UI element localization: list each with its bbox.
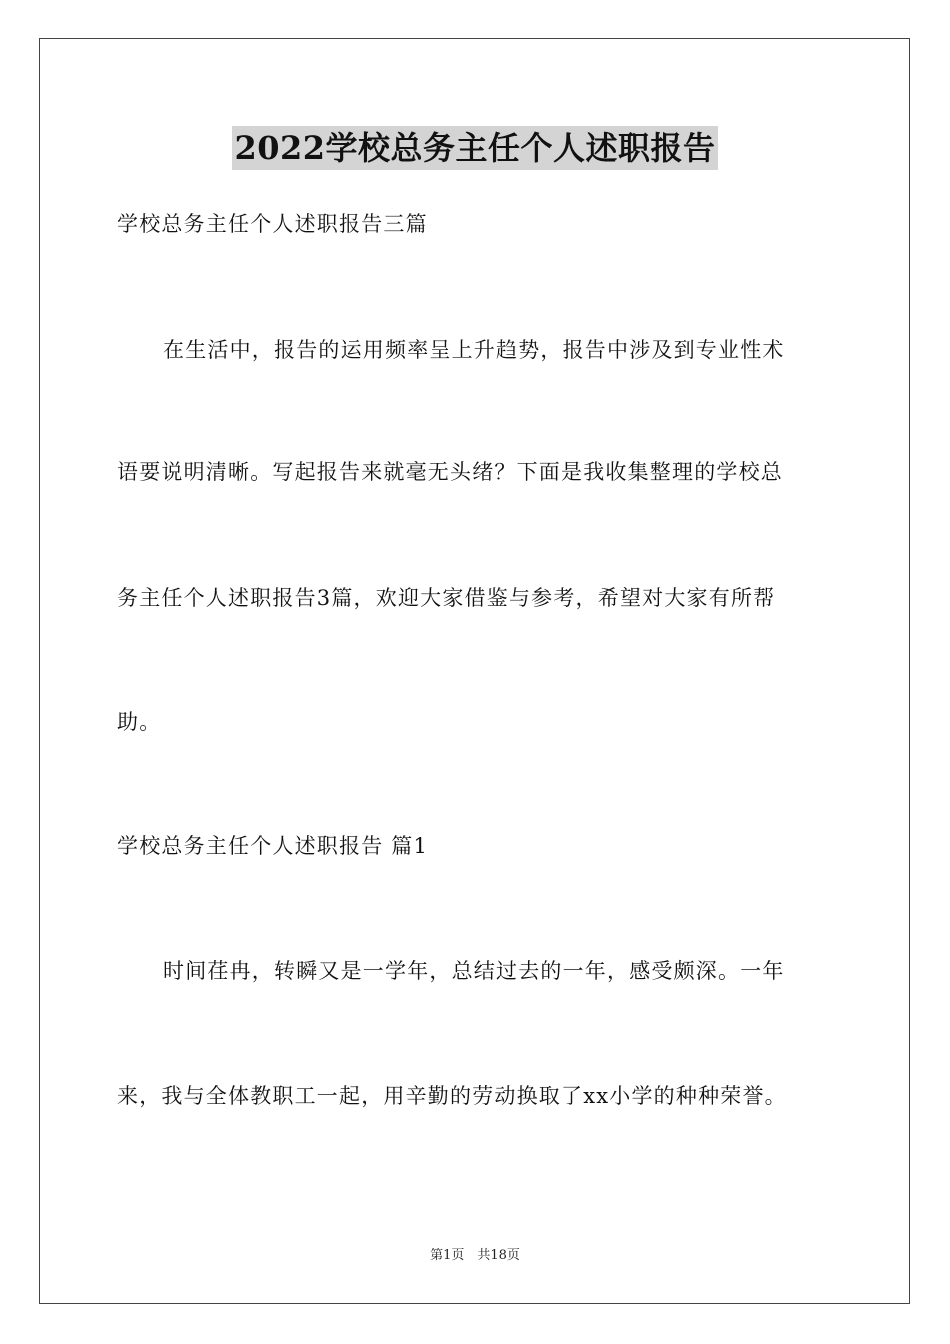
paragraph-line: 语要说明清晰。写起报告来就毫无头绪？下面是我收集整理的学校总	[117, 460, 783, 484]
subtitle-line: 学校总务主任个人述职报告三篇	[117, 212, 428, 236]
paragraph-line: 在生活中，报告的运用频率呈上升趋势，报告中涉及到专业性术	[163, 338, 785, 362]
document-title: 2022学校总务主任个人述职报告	[232, 126, 717, 170]
paragraph-line: 务主任个人述职报告3篇，欢迎大家借鉴与参考，希望对大家有所帮	[117, 586, 776, 610]
paragraph-line: 助。	[117, 710, 162, 734]
title-container	[0, 126, 950, 170]
page-footer: 第1页 共18页	[430, 1248, 520, 1263]
paragraph-line: 时间荏冉，转瞬又是一学年，总结过去的一年，感受颇深。一年	[163, 959, 785, 983]
paragraph-line: 来，我与全体教职工一起，用辛勤的劳动换取了xx小学的种种荣誉。	[117, 1084, 787, 1108]
section-heading: 学校总务主任个人述职报告 篇1	[117, 834, 429, 858]
